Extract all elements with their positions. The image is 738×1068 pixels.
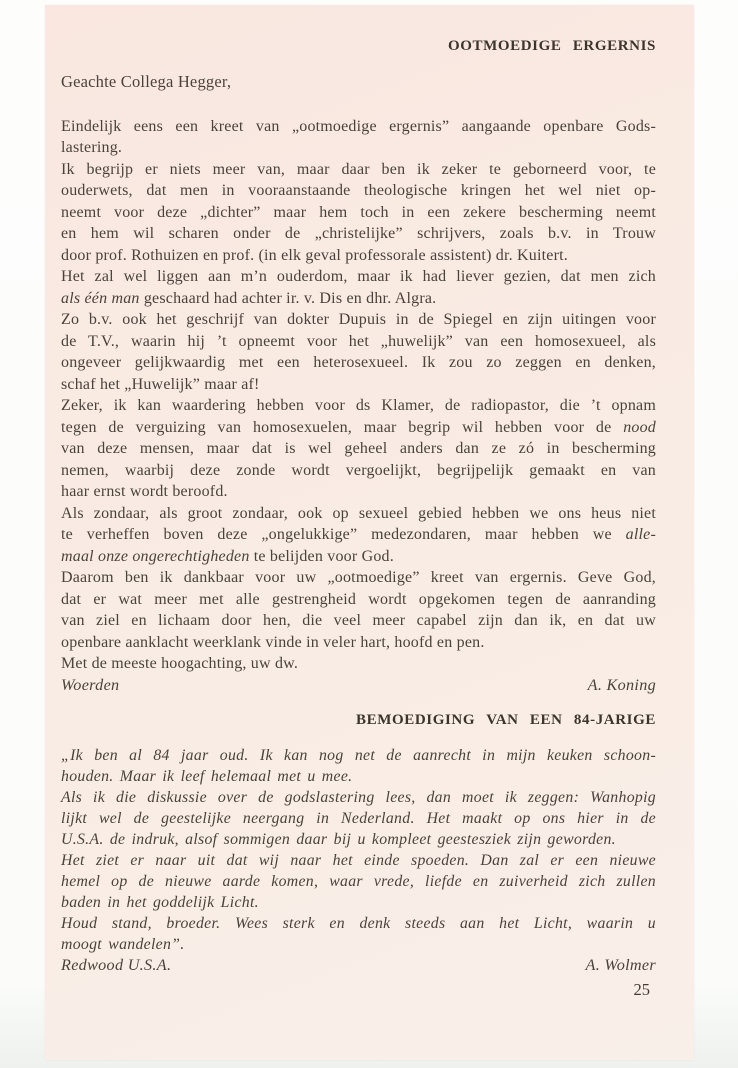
text-line: door prof. Rothuizen en prof. (in elk geval professorale assistent) dr. Kuitert. (61, 246, 568, 264)
text-line: schaf het „Huwelijk” maar af! (61, 375, 260, 393)
paragraph (61, 309, 656, 395)
text-line: Daarom ben ik dankbaar voor uw „ootmoedige” kreet van ergernis. Geve God, (61, 569, 656, 586)
signature-name: A. Koning (587, 675, 656, 694)
paragraph (61, 159, 656, 267)
text-line: en hem wil scharen onder de „christelijke” schrijvers, zoals b.v. in Trouw (61, 225, 656, 242)
signature-row-koning (61, 675, 656, 697)
text-line: van deze mensen, maar dat is wel geheel anders dan ze zó in bescherming (61, 440, 656, 457)
text-line: tegen de verguizing van homosexuelen, maar begrip wil hebben voor de nood (61, 418, 656, 436)
page-number: 25 (633, 979, 650, 999)
letter-body-koning (61, 116, 656, 675)
paragraph (61, 116, 656, 159)
text-line: Het zal wel liggen aan m’n ouderdom, maar ik had liever gezien, dat men zich (61, 268, 656, 285)
paragraph (61, 787, 656, 850)
signature-place: Woerden (61, 675, 120, 694)
text-line: nemen, waarbij deze zonde wordt vergoelijkt, begrijpelijk gemaakt en van (61, 461, 656, 479)
text-line: U.S.A. de indruk, alsof sommigen daar bij u kompleet geestesziek zijn geworden. (61, 831, 616, 848)
article-title-bemoediging: BEMOEDIGING VAN EEN 84-JARIGE (356, 712, 656, 728)
paragraph (61, 745, 656, 787)
text-line: baden in het goddelijk Licht. (61, 894, 259, 911)
text-line: Het ziet er naar uit dat wij naar het einde spoeden. Dan zal er een nieuwe (61, 852, 656, 869)
salutation: Geachte Collega Hegger, (61, 72, 232, 91)
text-line: de T.V., waarin hij ’t opneemt voor het „huwelijk” van een homosexueel, als (61, 332, 656, 350)
article-title-ootmoedige-ergernis: OOTMOEDIGE ERGERNIS (447, 38, 656, 54)
text-line: Zeker, ik kan waardering hebben voor ds Klamer, de radiopastor, die ’t opnam (61, 397, 656, 414)
text-line: Zo b.v. ook het geschrijf van dokter Dupuis in de Spiegel en zijn uitingen voor (61, 311, 656, 328)
paragraph (61, 913, 656, 955)
text-line: te verheffen boven deze „ongelukkige” medezondaren, maar hebben we alle- (61, 526, 656, 543)
text-line: hemel op de nieuwe aarde komen, waar vrede, liefde en zuiverheid zich zullen (61, 873, 656, 890)
text-line: van ziel en lichaam door hen, die veel meer capabel zijn dan ik, en dat uw (61, 612, 656, 629)
text-line: neemt voor deze „dichter” maar hem toch in een zekere bescherming neemt (61, 203, 656, 221)
signature-name: A. Wolmer (585, 956, 656, 974)
signature-row-wolmer (61, 955, 656, 977)
text-line: Met de meeste hoogachting, uw dw. (61, 655, 299, 672)
text-line: als één man geschaard had achter ir. v. Dis en dhr. Algra. (61, 289, 437, 307)
text-line: ouderwets, dat men in vooraanstaande theologische kringen het wel niet op- (61, 182, 656, 199)
text-line: haar ernst wordt beroofd. (61, 483, 228, 500)
paragraph (61, 567, 656, 653)
paragraph (61, 653, 656, 675)
letter-body-wolmer (61, 745, 656, 955)
paragraph (61, 395, 656, 503)
text-line: „Ik ben al 84 jaar oud. Ik kan nog net de aanrecht in mijn keuken schoon- (61, 747, 656, 764)
paragraph (61, 503, 656, 568)
text-line: ongeveer gelijkwaardig met een heterosexueel. Ik zou zo zeggen en denken, (61, 354, 656, 371)
signature-place: Redwood U.S.A. (61, 956, 172, 974)
text-line: lijkt wel de geestelijke neergang in Nederland. Het maakt op ons hier in de (61, 810, 656, 827)
text-line: lastering. (61, 139, 123, 156)
text-line: openbare aanklacht weerklank vinde in veler hart, hoofd en pen. (61, 633, 485, 651)
text-line: Eindelijk eens een kreet van „ootmoedige ergernis” aangaande openbare Gods- (61, 117, 656, 135)
text-line: houden. Maar ik leef helemaal met u mee. (61, 768, 353, 785)
text-line: Houd stand, broeder. Wees sterk en denk steeds aan het Licht, waarin u (61, 915, 656, 932)
magazine-page (45, 5, 694, 1060)
text-line: maal onze ongerechtigheden te belijden voor God. (61, 547, 394, 565)
text-line: dat er wat meer met alle gestrengheid wordt opgekomen tegen de aanranding (61, 590, 656, 608)
paragraph (61, 266, 656, 309)
paragraph (61, 850, 656, 913)
text-line: Als zondaar, als groot zondaar, ook op sexueel gebied hebben we ons heus niet (61, 504, 656, 522)
text-line: moogt wandelen”. (61, 936, 185, 953)
text-line: Ik begrijp er niets meer van, maar daar ben ik zeker te geborneerd voor, te (61, 160, 656, 178)
text-line: Als ik die diskussie over de godslastering lees, dan moet ik zeggen: Wanhopig (61, 789, 656, 806)
